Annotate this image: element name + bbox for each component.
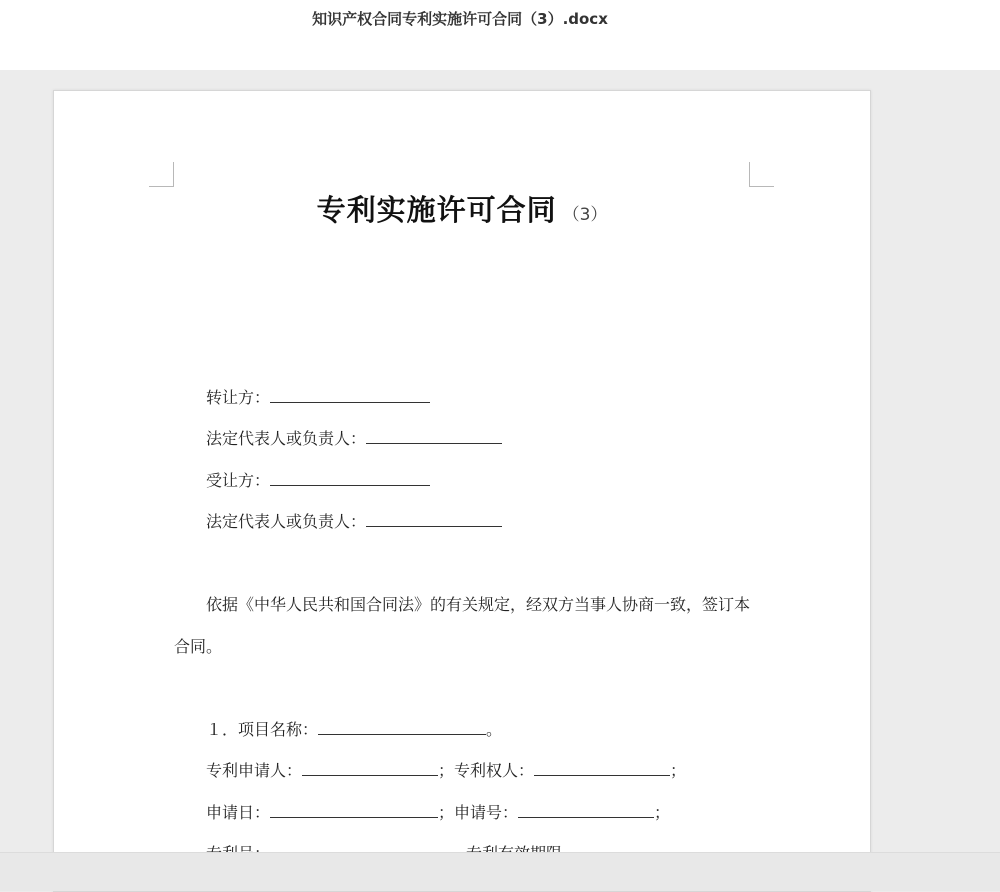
rep2-line [206,512,502,532]
preamble-line-1: 依据《中华人民共和国合同法》的有关规定，经双方当事人协商一致，签订本 [206,595,751,614]
rep2-blank [366,514,502,527]
licensee-label: 受让方： [206,471,271,490]
document-page [53,90,871,892]
apply-date-blank [270,805,438,818]
item1-line [206,720,502,740]
separator: ； [438,761,455,780]
heading-number: （3） [562,205,608,225]
patent-applicant-label: 专利申请人： [206,761,303,780]
item1-end: 。 [486,720,503,739]
licensee-blank [270,473,430,486]
heading-title: 专利实施许可合同 [316,193,557,227]
applicant-line [206,761,686,781]
title-bar [0,0,1000,70]
document-viewer[interactable] [0,70,1000,852]
preamble-line-2: 合同。 [174,637,223,656]
line-end: ； [670,761,687,780]
document-heading [54,188,870,229]
rep1-blank [366,431,502,444]
bottom-bar [0,852,1000,891]
licensor-blank [270,390,430,403]
licensor-label: 转让方： [206,388,271,407]
separator: ； [438,803,455,822]
item1-blank [318,722,486,735]
line-end: ； [654,803,671,822]
patent-holder-label: 专利权人： [454,761,535,780]
licensor-line [206,388,430,408]
rep2-label: 法定代表人或负责人： [206,512,367,531]
rep1-line [206,429,502,449]
apply-no-blank [518,805,654,818]
apply-line [206,803,670,823]
apply-no-label: 申请号： [454,803,519,822]
patent-applicant-blank [302,763,438,776]
licensee-line [206,471,430,491]
rep1-label: 法定代表人或负责人： [206,429,367,448]
margin-corner-top-right [749,162,774,187]
item1-label: １．项目名称： [206,720,319,739]
patent-holder-blank [534,763,670,776]
document-file-title: 知识产权合同专利实施许可合同（3）.docx [312,10,608,28]
margin-corner-top-left [149,162,174,187]
apply-date-label: 申请日： [206,803,271,822]
